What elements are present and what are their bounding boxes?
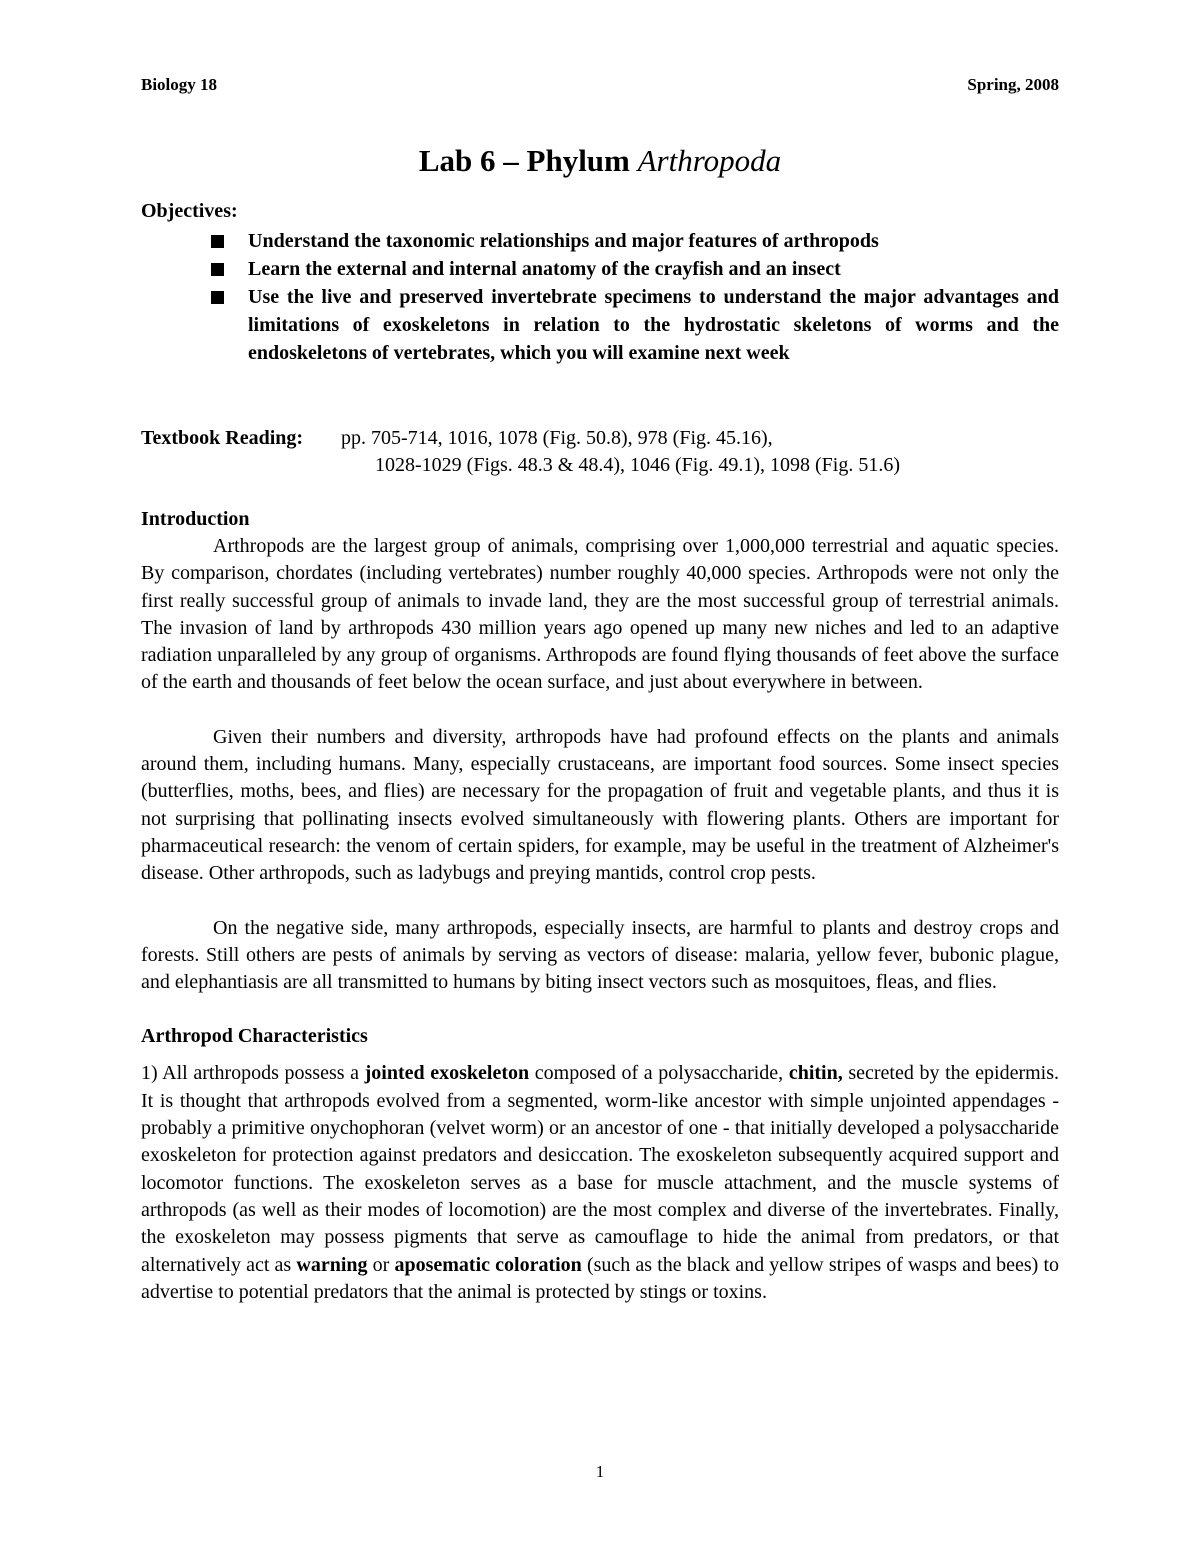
intro-paragraph-1: Arthropods are the largest group of animals, comprising over 1,000,000 terrestrial and aquatic species. By comparison, chordates (including vertebrates) number roughly 40,000 species. Arthropods were not only the first really successful group of animals to invade land, they are the most successful group of terrestrial animals. The invasion of land by arthropods 430 million years ago opened up many new niches and led to an adaptive radiation unparalleled by any group of organisms. Arthropods are found flying thousands of feet above the surface of the earth and thousands of feet below the ocean surface, and just about everywhere in between. [141,535,1059,694]
objectives-heading: Objectives: [141,200,238,222]
objective-item [209,283,1059,367]
page-title [141,142,1059,180]
square-bullet-icon [211,235,224,248]
document-page [141,70,1059,1306]
characteristics-paragraph-1 [141,1060,1059,1306]
term-warning: warning [296,1253,368,1276]
text-run: secreted by the epidermis. It is thought that arthropods evolved from a segmented, worm-like ancestor with simple unjointed appendages - probably a primitive onychophoran (velvet worm) or an ancestor of one - that initially developed a polysaccharide exoskeleton for protection against predators and desiccation. The exoskeleton subsequently acquired support and locomotor functions. The exoskeleton serves as a base for muscle attachment, and the muscle systems of arthropods (as well as their modes of locomotion) are the most complex and diverse of the invertebrates. Finally, the exoskeleton may possess pigments that serve as camouflage to hide the animal from predators, or that alternatively act as [141,1062,1059,1276]
textbook-reading [141,425,1059,479]
reading-pages [341,425,900,479]
objective-item [209,227,1059,255]
intro-paragraph-3: On the negative side, many arthropods, especially insects, are harmful to plants and destroy crops and forests. Still others are pests of animals by serving as vectors of disease: malaria, yellow fever, bubonic plague, and elephantiasis are all transmitted to humans by biting insect vectors such as mosquitoes, fleas, and flies. [141,916,1059,994]
objective-text: Understand the taxonomic relationships and major features of arthropods [248,230,879,252]
title-taxon: Arthropoda [637,143,782,178]
term-aposematic-coloration: aposematic coloration [394,1253,582,1276]
text-run: composed of a polysaccharide, [529,1062,789,1085]
text-run: (such as the black and yellow stripes of wasps and bees) to advertise to potential predators that the animal is protected by stings or toxins. [141,1253,1060,1303]
title-prefix: Lab 6 – Phylum [418,143,638,178]
term-chitin: chitin, [788,1062,843,1085]
term-jointed-exoskeleton: jointed exoskeleton [364,1062,530,1085]
page-header [141,70,1059,100]
square-bullet-icon [211,263,224,276]
objectives-list [141,227,1059,367]
introduction-heading: Introduction [141,508,250,530]
text-run: 1) All arthropods possess a [141,1062,365,1085]
term: Spring, 2008 [967,75,1059,94]
page-number: 1 [595,1462,605,1481]
reading-label: Textbook Reading: [141,427,304,449]
square-bullet-icon [211,291,224,304]
objective-item [209,255,1059,283]
reading-line-1: pp. 705-714, 1016, 1078 (Fig. 50.8), 978 (Fig. 45.16), [341,427,773,449]
reading-line-2: 1028-1029 (Figs. 48.3 & 48.4), 1046 (Fig. 49.1), 1098 (Fig. 51.6) [375,454,900,476]
objective-text: Learn the external and internal anatomy of the crayfish and an insect [248,258,841,280]
course-name: Biology 18 [141,75,218,94]
text-run: or [367,1253,395,1276]
characteristics-heading: Arthropod Characteristics [141,1025,368,1048]
objective-text: Use the live and preserved invertebrate specimens to understand the major advantages and limitations of exoskeletons in relation to the hydrostatic skeletons of worms and the endoskeletons of vertebrates, which you will examine next week [248,286,1059,364]
intro-paragraph-2: Given their numbers and diversity, arthropods have had profound effects on the plants and animals around them, including humans. Many, especially crustaceans, are important food sources. Some insect species (butterflies, moths, bees, and flies) are necessary for the propagation of fruit and vegetable plants, and thus it is not surprising that pollinating insects evolved simultaneously with flowering plants. Others are important for pharmaceutical research: the venom of certain spiders, for example, may be useful in the treatment of Alzheimer's disease. Other arthropods, such as ladybugs and preying mantids, control crop pests. [141,725,1059,885]
